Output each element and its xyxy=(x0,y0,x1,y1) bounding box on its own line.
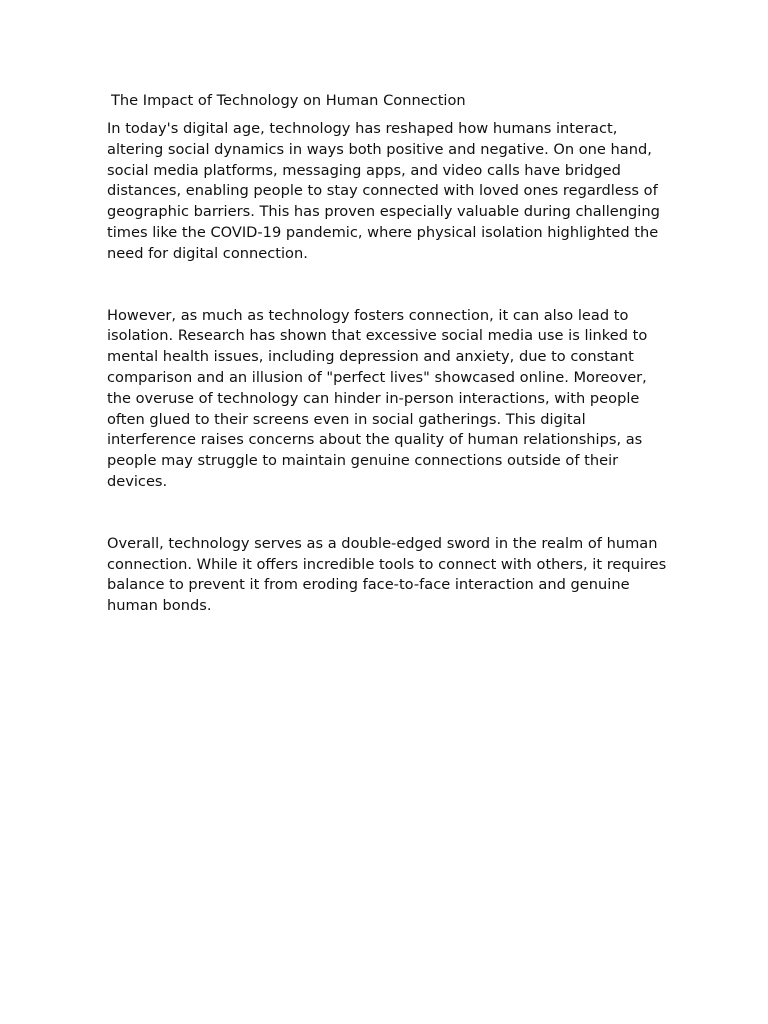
paragraph-conclusion: Overall, technology serves as a double-edged sword in the realm of human connection. While it offers incredible tools to connect with others, it requires balance to prevent it from eroding face-to-face interaction and genuine human bonds. xyxy=(107,534,667,615)
document-page xyxy=(107,91,667,658)
paragraph-intro: In today's digital age, technology has reshaped how humans interact, altering social dynamics in ways both positive and negative. On one hand, social media platforms, messaging apps, and video calls have bridged distances, enabling people to stay connected with loved ones regardless of geographic barriers. This has proven especially valuable during challenging times like the COVID-19 pandemic, where physical isolation highlighted the need for digital connection. xyxy=(107,120,660,262)
paragraph-isolation: However, as much as technology fosters connection, it can also lead to isolation. Research has shown that excessive social media use is linked to mental health issues, including depression and anxiety, due to constant comparison and an illusion of "perfect lives" showcased online. Moreover, the overuse of technology can hinder in-person interactions, with people often glued to their screens even in social gatherings. This digital interference raises concerns about the quality of human relationships, as people may struggle to maintain genuine connections outside of their devices. xyxy=(107,306,648,490)
document-title: The Impact of Technology on Human Connection xyxy=(111,92,466,109)
